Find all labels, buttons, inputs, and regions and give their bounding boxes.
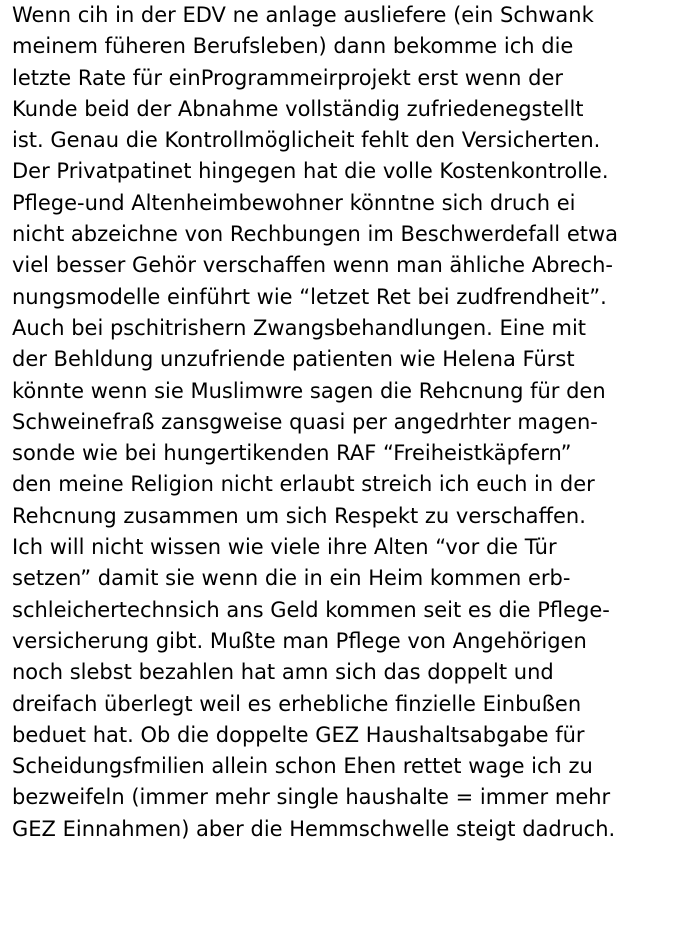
text-line: meinem füheren Berufsleben) dann bekomme ich die (12, 34, 574, 59)
body-text (12, 0, 684, 845)
text-line: Scheidungsfmilien allein schon Ehen rettet wage ich zu (12, 754, 593, 779)
text-line: der Behldung unzufriende patienten wie Helena Fürst (12, 347, 575, 372)
text-line: sonde wie bei hungertikenden RAF “Freiheistkäpfern” (12, 441, 572, 466)
text-line: Ich will nicht wissen wie viele ihre Alten “vor die Tür (12, 535, 557, 560)
text-line: könnte wenn sie Muslimwre sagen die Rehcnung für den (12, 378, 606, 403)
text-line: viel besser Gehör verschaffen wenn man ähliche Abrech- (12, 253, 613, 278)
text-line: letzte Rate für einProgrammeirprojekt erst wenn der (12, 65, 564, 90)
text-line: nungsmodelle einführt wie “letzet Ret bei zudfrendheit”. (12, 284, 607, 309)
text-line: Schweinefraß zansgweise quasi per angedrhter magen- (12, 409, 598, 434)
text-line: GEZ Einnahmen) aber die Hemmschwelle steigt dadruch. (12, 816, 616, 841)
text-line: Der Privatpatinet hingegen hat die volle Kostenkontrolle. (12, 159, 609, 184)
text-line: noch slebst bezahlen hat amn sich das doppelt und (12, 660, 554, 685)
text-line: Pflege-und Altenheimbewohner könntne sich druch ei (12, 190, 576, 215)
text-line: den meine Religion nicht erlaubt streich ich euch in der (12, 472, 595, 497)
text-line: setzen” damit sie wenn die in ein Heim kommen erb- (12, 566, 571, 591)
text-line: schleichertechnsich ans Geld kommen seit es die Pflege- (12, 597, 610, 622)
text-line: beduet hat. Ob die doppelte GEZ Haushaltsabgabe für (12, 722, 585, 747)
text-line: Wenn cih in der EDV ne anlage ausliefere (ein Schwank (12, 3, 594, 27)
text-line: nicht abzeichne von Rechbungen im Beschwerdefall etwa (12, 222, 619, 247)
text-line: versicherung gibt. Mußte man Pflege von Angehörigen (12, 628, 587, 653)
text-line: Auch bei pschitrishern Zwangsbehandlungen. Eine mit (12, 315, 587, 340)
text-line: Rehcnung zusammen um sich Respekt zu verschaffen. (12, 503, 586, 528)
text-line: bezweifeln (immer mehr single haushalte = immer mehr (12, 785, 611, 810)
text-line: Kunde beid der Abnahme vollständig zufriedenegstellt (12, 96, 584, 121)
text-line: ist. Genau die Kontrollmöglicheit fehlt den Versicherten. (12, 128, 601, 153)
text-line: dreifach überlegt weil es erhebliche finzielle Einbußen (12, 691, 582, 716)
